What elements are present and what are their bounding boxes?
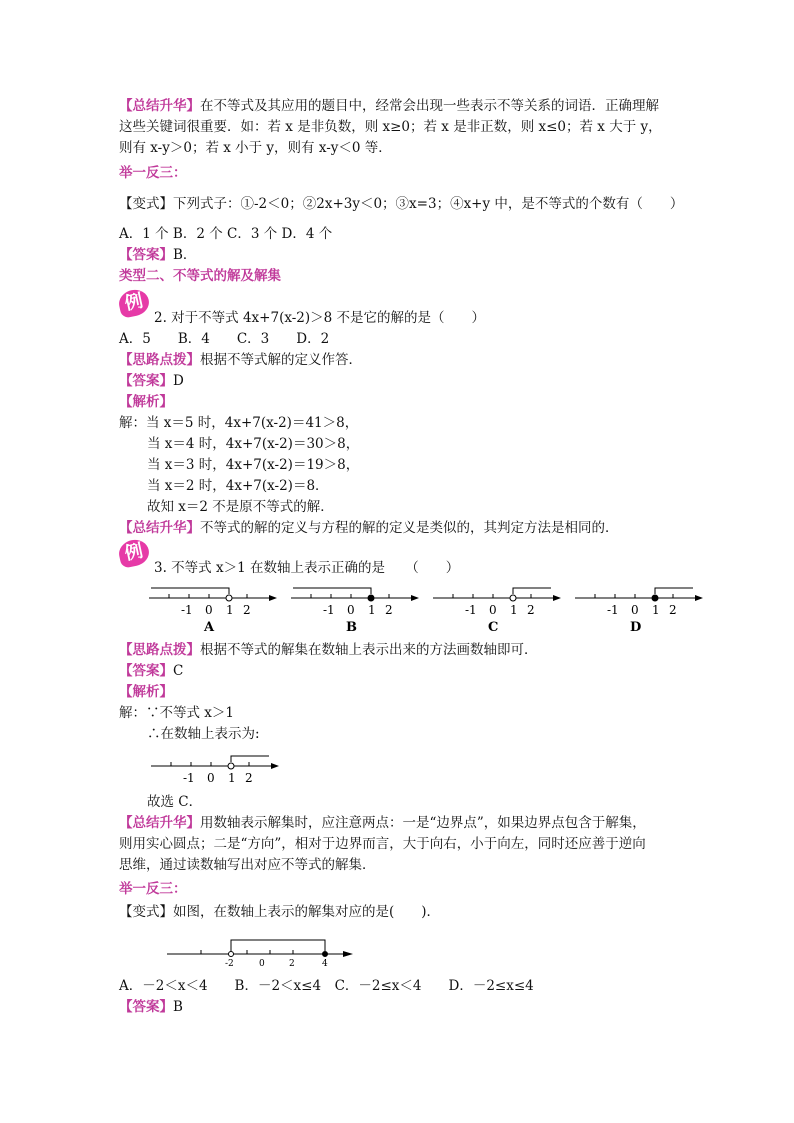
tick-label: -1 (183, 771, 195, 785)
variant2-options: A．－2＜x＜4 B．－2＜x≤4 C．－2≤x＜4 D．－2≤x≤4 (119, 978, 534, 994)
example3-summary-line1 (119, 813, 646, 833)
example3-solution-0: 解：∵不等式 x＞1 (119, 705, 234, 721)
summary1-line2: 这些关键词很重要．如：若 x 是非负数，则 x≥0；若 x 是非正数，则 x≤0；若 x 大于 y， (119, 119, 662, 135)
example3-solution-number-line (151, 752, 281, 786)
tick-label: 0 (631, 603, 639, 617)
tick-label: 4 (322, 959, 328, 968)
example2-solution-0: 解：当 x＝5 时，4x+7(x-2)＝41＞8， (119, 415, 359, 431)
tick-label: 0 (259, 959, 265, 968)
tick-label: 2 (289, 959, 295, 968)
tick-label: -1 (607, 603, 619, 617)
example3-answer-line (119, 661, 183, 681)
tick-label: 0 (207, 771, 215, 785)
tick-label: 2 (669, 603, 677, 617)
tick-label: -1 (181, 603, 193, 617)
example2-options: A．5 B．4 C．3 D．2 (119, 331, 330, 347)
tick-label: 2 (385, 603, 393, 617)
variant2-tag: 【变式】 (119, 904, 173, 920)
example3-question: 3. 不等式 x＞1 在数轴上表示正确的是 （ ） (154, 560, 460, 576)
variant2-question: 如图，在数轴上表示的解集对应的是( )． (173, 904, 441, 920)
tick-label: 0 (489, 603, 497, 617)
variant2-answer: B (173, 999, 183, 1015)
example2-solution-3: 当 x＝2 时，4x+7(x-2)＝8． (147, 478, 329, 494)
variant2-answer-tag: 【答案】 (119, 999, 173, 1015)
example3-summary-text1: 用数轴表示解集时，应注意两点：一是“边界点”，如果边界点包含于解集， (200, 815, 646, 831)
example2-hint-line (119, 350, 362, 370)
variant2-answer-line (119, 997, 183, 1017)
example3-summary-line3: 思维，通过读数轴写出对应不等式的解集． (119, 857, 376, 873)
example3-solution-1: ∴在数轴上表示为: (147, 726, 260, 742)
example3-hint: 根据不等式的解集在数轴上表示出来的方法画数轴即可． (200, 642, 538, 658)
example2-solution-4: 故知 x＝2 不是原不等式的解． (147, 499, 334, 515)
example2-solution-2: 当 x＝3 时，4x+7(x-2)＝19＞8， (147, 457, 360, 473)
type2-title: 类型二、不等式的解及解集 (119, 268, 281, 284)
example2-hint-tag: 【思路点拨】 (119, 352, 200, 368)
summary1-line1 (119, 96, 659, 116)
example3-analysis-tag: 【解析】 (119, 684, 173, 700)
example3-hint-line (119, 640, 538, 660)
example2-answer: D (173, 373, 184, 389)
example3-hint-tag: 【思路点拨】 (119, 642, 200, 658)
tick-label: 1 (510, 603, 518, 617)
summary1-line3: 则有 x-y＞0；若 x 小于 y，则有 x-y＜0 等． (119, 140, 392, 156)
variant2-question-line (119, 902, 440, 922)
tick-label: 1 (368, 603, 376, 617)
variant1-answer-tag: 【答案】 (119, 247, 173, 263)
example2-summary-tag: 【总结升华】 (119, 520, 200, 536)
variant1-question: 下列式子：①-2＜0；②2x+3y＜0；③x=3；④x+y 中，是不等式的个数有（ ） (173, 196, 684, 212)
example2-analysis-tag: 【解析】 (119, 394, 173, 410)
example3-summary-tag: 【总结升华】 (119, 815, 200, 831)
example2-summary: 不等式的解的定义与方程的解的定义是类似的，其判定方法是相同的． (200, 520, 619, 536)
example2-answer-tag: 【答案】 (119, 373, 173, 389)
example2-answer-line (119, 371, 184, 391)
tick-label: 0 (205, 603, 213, 617)
example3-answer: C (173, 663, 184, 679)
tick-label: 2 (527, 603, 535, 617)
tick-label: 1 (228, 771, 236, 785)
example3-answer-tag: 【答案】 (119, 663, 173, 679)
example3-summary-line2: 则用实心圆点；二是“方向”，相对于边界而言，大于向右，小于向左，同时还应善于逆向 (119, 836, 646, 852)
option-b-number-line (291, 588, 419, 635)
tick-label: 2 (243, 603, 251, 617)
tick-label: -2 (225, 959, 234, 968)
variant1-question-line (119, 194, 683, 214)
tick-label: -1 (465, 603, 477, 617)
tick-label: -1 (323, 603, 335, 617)
example3-solution-2: 故选 C． (147, 794, 203, 810)
practice1-heading: 举一反三： (119, 165, 187, 181)
example3-number-lines (149, 584, 729, 636)
variant1-answer: B． (173, 247, 197, 263)
option-letter: A (204, 620, 215, 635)
example2-summary-line (119, 518, 619, 538)
example3-badge-icon: 例 (117, 537, 152, 569)
tick-label: 2 (245, 771, 253, 785)
example2-hint: 根据不等式解的定义作答． (200, 352, 362, 368)
example2-solution-1: 当 x＝4 时，4x+7(x-2)＝30＞8， (147, 436, 360, 452)
example2-badge-icon: 例 (117, 287, 152, 319)
option-letter: B (346, 620, 357, 635)
tick-label: 1 (226, 603, 234, 617)
option-letter: C (488, 620, 499, 635)
option-c-number-line (433, 588, 561, 635)
tick-label: 0 (347, 603, 355, 617)
summary1-tag: 【总结升华】 (119, 98, 200, 114)
variant1-tag: 【变式】 (119, 196, 173, 212)
option-d-number-line (575, 588, 703, 635)
option-a-number-line (149, 588, 277, 635)
variant1-options: A．1 个 B．2 个 C．3 个 D．4 个 (119, 226, 333, 242)
variant2-number-line (167, 934, 357, 968)
example2-question: 2. 对于不等式 4x+7(x-2)＞8 不是它的解的是（ ） (154, 310, 486, 326)
practice2-heading: 举一反三： (119, 881, 187, 897)
option-letter: D (630, 620, 642, 635)
tick-label: 1 (652, 603, 660, 617)
variant1-answer-line (119, 245, 196, 265)
summary1-text1: 在不等式及其应用的题目中，经常会出现一些表示不等关系的词语．正确理解 (200, 98, 659, 114)
